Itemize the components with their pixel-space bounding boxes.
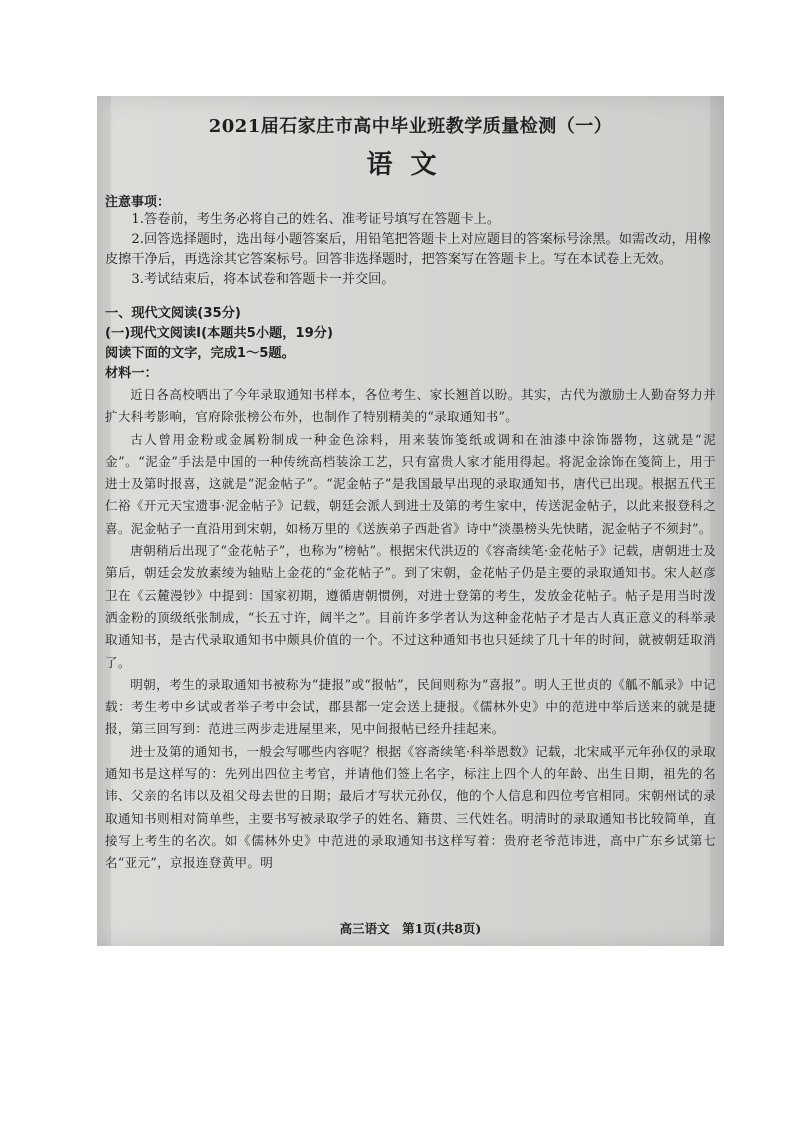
section-heading: 一、现代文阅读(35分) [105,306,241,321]
exam-page [105,102,716,940]
reading-instruction: 阅读下面的文字，完成1～5题。 [105,346,295,361]
reading-paragraph: 古人曾用金粉或金属粉制成一种金色涂料，用来装饰笺纸或调和在油漆中涂饰器物，这就是“泥金”。“泥金”手法是中国的一种传统高档装涂工艺，只有富贵人家才能用得起。将泥金涂饰在笺简上，用于进士及第时报喜，这就是“泥金帖子”。“泥金帖子”是我国最早出现的录取通知书，唐代已出现。根据五代王仁裕《开元天宝遗事·泥金帖子》记载，朝廷会派人到进士及第的考生家中，传送泥金帖子，以此来报登科之喜。泥金帖子一直沿用到宋朝，如杨万里的《送族弟子西赴省》诗中“淡墨榜头先快睹，泥金帖子不须封”。 [105,431,716,536]
page-footer: 高三语文 第1页(共8页) [339,921,482,936]
reading-paragraph: 唐朝稍后出现了“金花帖子”，也称为“榜帖”。根据宋代洪迈的《容斋续笔·金花帖子》记载，唐朝进士及第后，朝廷会发放素绫为轴贴上金花的“金花帖子”。到了宋朝，金花帖子仍是主要的录取通知书。宋人赵彦卫在《云麓漫钞》中提到：国家初期，遵循唐朝惯例，对进士登第的考生，发放金花帖子。帖子是用当时泼洒金粉的顶级纸张制成，“长五寸许，阔半之”。目前许多学者认为这种金花帖子才是古人真正意义的科举录取通知书，是古代录取通知书中颇具价值的一个。不过这种通知书也只延续了几十年的时间，就被朝廷取消了。 [105,543,716,670]
notice-item: 2.回答选择题时，选出每小题答案后，用铅笔把答题卡上对应题目的答案标号涂黑。如需改动，用橡皮擦干净后，再选涂其它答案标号。回答非选择题时，把答案写在答题卡上。写在本试卷上无效。 [105,232,712,267]
reading-paragraph: 进士及第的通知书，一般会写哪些内容呢？根据《容斋续笔·科举恩数》记载，北宋咸平元年孙仅的录取通知书是这样写的：先列出四位主考官，并请他们签上名字，标注上四个人的年龄、出生日期，祖先的名讳、父亲的名讳以及祖父母去世的日期；最后才写状元孙仅，他的个人信息和四位考官相同。宋朝州试的录取通知书则相对简单些，主要书写被录取学子的姓名、籍贯、三代姓名。明清时的录取通知书比较简单，直接写上考生的名次。如《儒林外史》中范进的录取通知书这样写着：贵府老爷范讳进，高中广东乡试第七名“亚元”，京报连登黄甲。明 [105,743,716,871]
spacer [105,290,716,304]
reading-paragraph: 近日各高校晒出了今年录取通知书样本，各位考生、家长翘首以盼。其实，古代为激励士人勤奋努力并扩大科考影响，官府除张榜公布外，也制作了特别精美的“录取通知书”。 [105,387,716,425]
subject-title: 语文 [366,150,455,180]
document-photo [97,96,724,946]
exam-title: 2021届石家庄市高中毕业班教学质量检测（一） [208,116,613,137]
notice-item: 3.考试结束后，将本试卷和答题卡一并交回。 [131,272,395,287]
section-subheading: (一)现代文阅读Ⅰ(本题共5小题，19分) [105,326,333,341]
material-label: 材料一： [105,366,158,381]
notice-item: 1.答卷前，考生务必将自己的姓名、准考证号填写在答题卡上。 [131,212,501,227]
notice-title: 注意事项： [105,195,171,210]
reading-paragraph: 明朝，考生的录取通知书被称为“捷报”或“报帖”，民间则称为“喜报”。明人王世贞的《觚不觚录》中记载：考生考中乡试或者举子考中会试，郡县都一定会送上捷报。《儒林外史》中的范进中举后送来的就是捷报，第三回写到：范进三两步走进屋里来，见中间报帖已经升挂起来。 [105,676,716,737]
